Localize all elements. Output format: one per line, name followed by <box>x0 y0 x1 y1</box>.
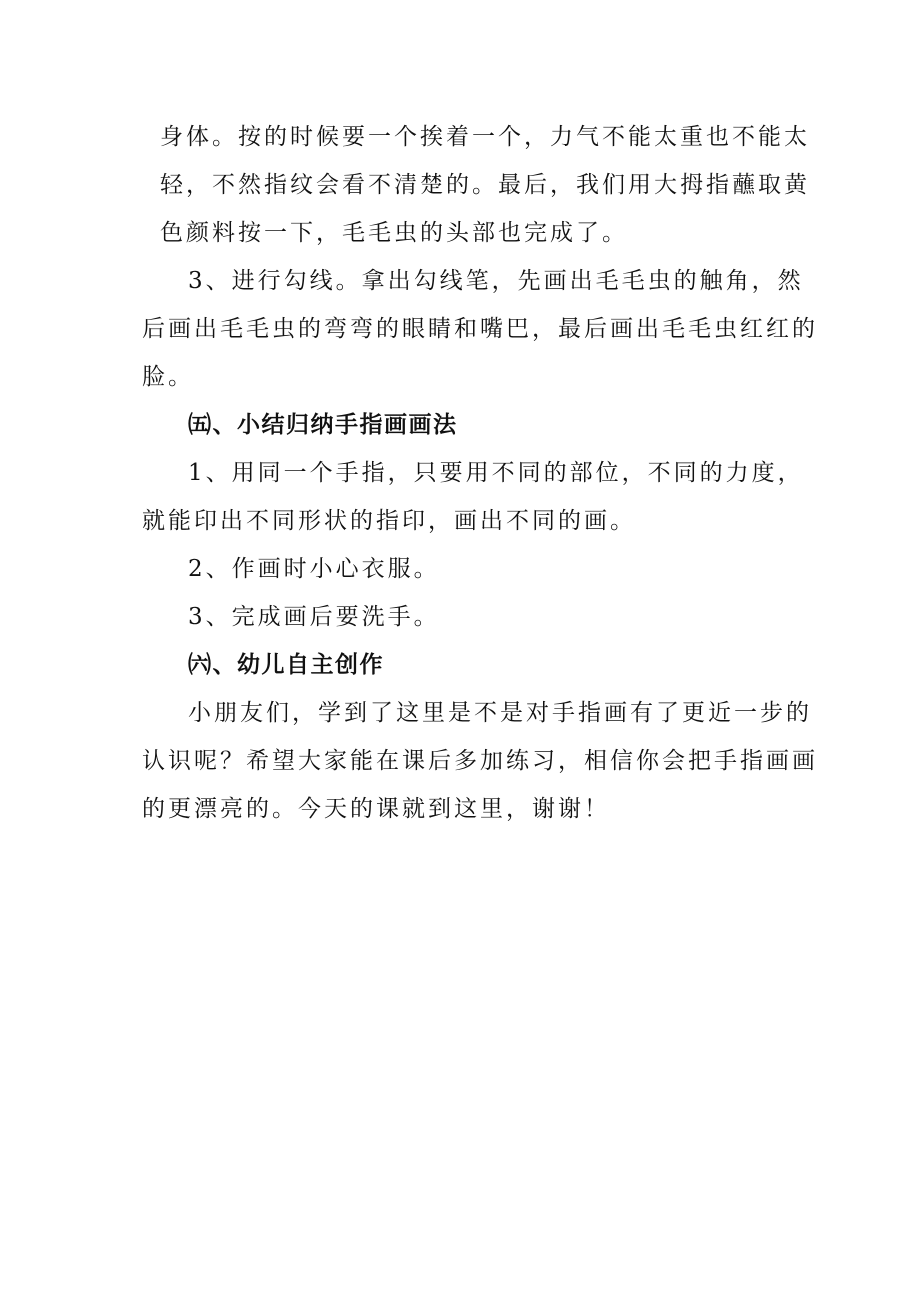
paragraph-line: 3、进行勾线。拿出勾线笔，先画出毛毛虫的触角，然 <box>188 268 804 294</box>
paragraph-line: 小朋友们，学到了这里是不是对手指画有了更近一步的 <box>188 700 812 726</box>
section-heading: ㈤、小结归纳手指画画法 <box>188 412 458 438</box>
paragraph-line: 2、作画时小心衣服。 <box>188 556 440 582</box>
paragraph-line: 认识呢？希望大家能在课后多加练习，相信你会把手指画画 <box>142 748 818 774</box>
paragraph-line: 色颜料按一下，毛毛虫的头部也完成了。 <box>160 220 628 246</box>
paragraph-line: 1、用同一个手指，只要用不同的部位，不同的力度， <box>188 460 804 486</box>
section-heading: ㈥、幼儿自主创作 <box>188 652 384 678</box>
paragraph-line: 轻，不然指纹会看不清楚的。最后，我们用大拇指蘸取黄 <box>160 172 810 198</box>
paragraph-line: 3、完成画后要洗手。 <box>188 604 440 630</box>
paragraph-line: 的更漂亮的。今天的课就到这里，谢谢！ <box>142 796 610 822</box>
paragraph-line: 就能印出不同形状的指印，画出不同的画。 <box>142 508 636 534</box>
paragraph-line: 身体。按的时候要一个挨着一个，力气不能太重也不能太 <box>160 124 810 150</box>
paragraph-line: 脸。 <box>142 364 194 390</box>
paragraph-line: 后画出毛毛虫的弯弯的眼睛和嘴巴，最后画出毛毛虫红红的 <box>142 316 818 342</box>
